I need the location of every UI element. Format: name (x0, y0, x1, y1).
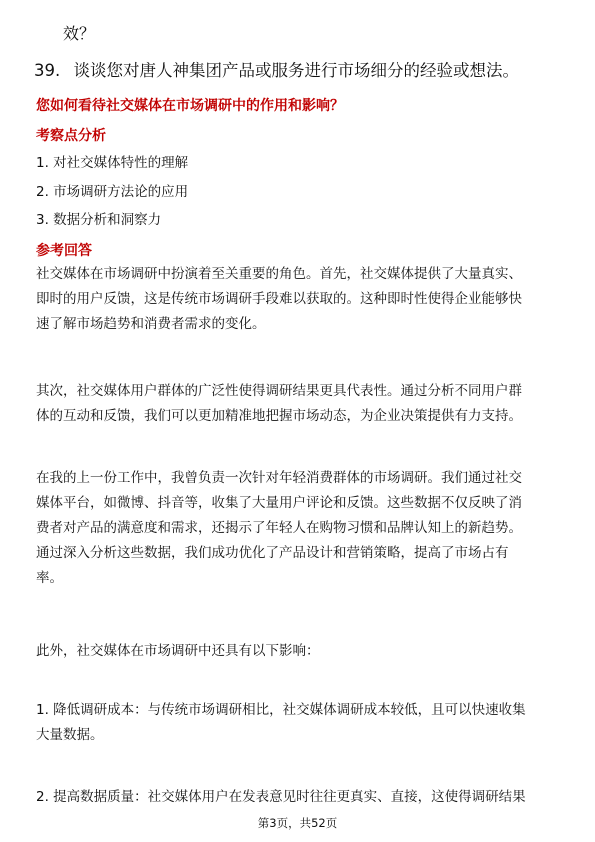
paragraph-line: 1. 降低调研成本：与传统市场调研相比，社交媒体调研成本较低，且可以快速收集 (36, 702, 526, 718)
answer-paragraph-1 (36, 262, 564, 337)
paragraph-line: 此外，社交媒体在市场调研中还具有以下影响： (36, 643, 320, 659)
paragraph-line: 其次，社交媒体用户群体的广泛性使得调研结果更具代表性。通过分析不同用户群 (36, 383, 522, 399)
paragraph-line: 体的互动和反馈，我们可以更加精准地把握市场动态，为企业决策提供有力支持。 (36, 408, 522, 424)
analysis-item: 3. 数据分析和洞察力 (36, 212, 162, 228)
answer-paragraph-2 (36, 379, 564, 429)
paragraph-line: 社交媒体在市场调研中扮演着至关重要的角色。首先，社交媒体提供了大量真实、 (36, 266, 522, 282)
paragraph-line: 媒体平台，如微博、抖音等，收集了大量用户评论和反馈。这些数据不仅反映了消 (36, 495, 522, 511)
answer-paragraph-3 (36, 466, 564, 591)
previous-page-continuation: 效？ (63, 24, 96, 43)
paragraph-line: 在我的上一份工作中，我曾负责一次针对年轻消费群体的市场调研。我们通过社交 (36, 470, 522, 486)
paragraph-line: 费者对产品的满意度和需求，还揭示了年轻人在购物习惯和品牌认知上的新趋势。 (36, 520, 522, 536)
question-text: 谈谈您对唐人神集团产品或服务进行市场细分的经验或想法。 (73, 61, 519, 80)
paragraph-line: 通过深入分析这些数据，我们成功优化了产品设计和营销策略，提高了市场占有 (36, 545, 509, 561)
paragraph-line: 2. 提高数据质量：社交媒体用户在发表意见时往往更真实、直接，这使得调研结果 (36, 789, 526, 805)
page-footer: 第3页，共52页 (257, 816, 338, 830)
answer-paragraph-6 (36, 785, 564, 810)
interview-question: 您如何看待社交媒体在市场调研中的作用和影响？ (36, 98, 344, 114)
question-39 (34, 57, 519, 81)
paragraph-line: 速了解市场趋势和消费者需求的变化。 (36, 316, 266, 332)
answer-paragraph-4 (36, 639, 564, 664)
paragraph-line: 率。 (36, 570, 63, 586)
question-number: 39. (34, 61, 61, 80)
answer-heading: 参考回答 (36, 243, 92, 259)
paragraph-line: 大量数据。 (36, 727, 104, 743)
answer-paragraph-5 (36, 698, 564, 748)
analysis-item: 2. 市场调研方法论的应用 (36, 184, 189, 200)
analysis-item: 1. 对社交媒体特性的理解 (36, 155, 189, 171)
analysis-heading: 考察点分析 (36, 128, 106, 144)
paragraph-line: 即时的用户反馈，这是传统市场调研手段难以获取的。这种即时性使得企业能够快 (36, 291, 522, 307)
